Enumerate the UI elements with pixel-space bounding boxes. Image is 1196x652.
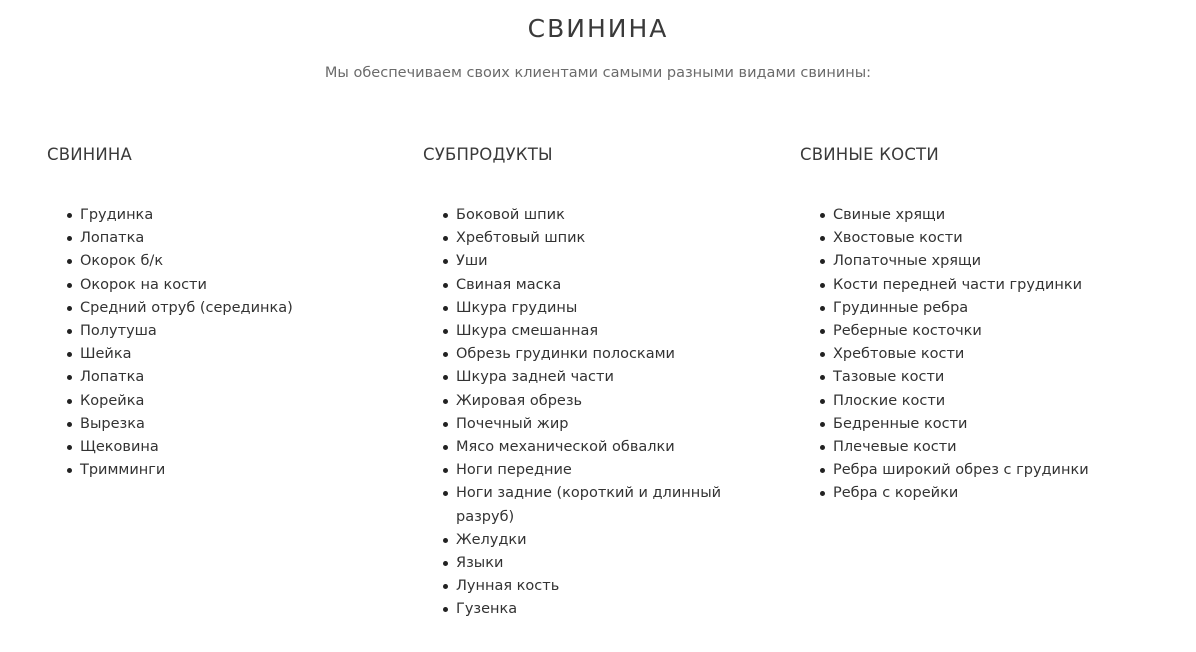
list-item: Ребра с корейки xyxy=(800,482,1160,505)
list-item: Вырезка xyxy=(47,413,387,436)
list-item: Средний отруб (серединка) xyxy=(47,297,387,320)
column-pork xyxy=(47,145,387,482)
list-item: Кости передней части грудинки xyxy=(800,274,1160,297)
list-item: Шкура смешанная xyxy=(423,320,763,343)
list-item: Окорок б/к xyxy=(47,250,387,273)
column-heading: СВИНИНА xyxy=(47,145,133,164)
item-list xyxy=(423,204,763,622)
list-item: Боковой шпик xyxy=(423,204,763,227)
list-item: Ноги передние xyxy=(423,459,763,482)
list-item: Свиные хрящи xyxy=(800,204,1160,227)
list-item: Бедренные кости xyxy=(800,413,1160,436)
list-item: Жировая обрезь xyxy=(423,390,763,413)
list-item: Окорок на кости xyxy=(47,274,387,297)
list-item: Плечевые кости xyxy=(800,436,1160,459)
list-item: Лопатка xyxy=(47,227,387,250)
list-item: Почечный жир xyxy=(423,413,763,436)
list-item: Лопаточные хрящи xyxy=(800,250,1160,273)
list-item: Шкура грудины xyxy=(423,297,763,320)
list-item: Хребтовые кости xyxy=(800,343,1160,366)
list-item: Хребтовый шпик xyxy=(423,227,763,250)
list-item: Хвостовые кости xyxy=(800,227,1160,250)
list-item: Уши xyxy=(423,250,763,273)
list-item: Гузенка xyxy=(423,598,763,621)
item-list xyxy=(800,204,1160,506)
column-offal xyxy=(423,145,763,622)
list-item: Обрезь грудинки полосками xyxy=(423,343,763,366)
list-item: Корейка xyxy=(47,390,387,413)
column-heading: СУБПРОДУКТЫ xyxy=(423,145,553,164)
list-item: Мясо механической обвалки xyxy=(423,436,763,459)
column-heading: СВИНЫЕ КОСТИ xyxy=(800,145,939,164)
item-list xyxy=(47,204,387,482)
list-item: Языки xyxy=(423,552,763,575)
list-item: Тазовые кости xyxy=(800,366,1160,389)
list-item: Щековина xyxy=(47,436,387,459)
list-item: Ноги задние (короткий и длинный разруб) xyxy=(423,482,763,528)
list-item: Шейка xyxy=(47,343,387,366)
list-item: Ребра широкий обрез с грудинки xyxy=(800,459,1160,482)
list-item: Желудки xyxy=(423,529,763,552)
list-item: Полутуша xyxy=(47,320,387,343)
list-item: Реберные косточки xyxy=(800,320,1160,343)
column-bones xyxy=(800,145,1160,506)
page-subtitle: Мы обеспечиваем своих клиентами самыми разными видами свинины: xyxy=(324,65,872,81)
list-item: Грудинка xyxy=(47,204,387,227)
list-item: Тримминги xyxy=(47,459,387,482)
page-title: СВИНИНА xyxy=(527,14,669,43)
list-item: Свиная маска xyxy=(423,274,763,297)
list-item: Лопатка xyxy=(47,366,387,389)
list-item: Плоские кости xyxy=(800,390,1160,413)
list-item: Шкура задней части xyxy=(423,366,763,389)
list-item: Грудинные ребра xyxy=(800,297,1160,320)
list-item: Лунная кость xyxy=(423,575,763,598)
